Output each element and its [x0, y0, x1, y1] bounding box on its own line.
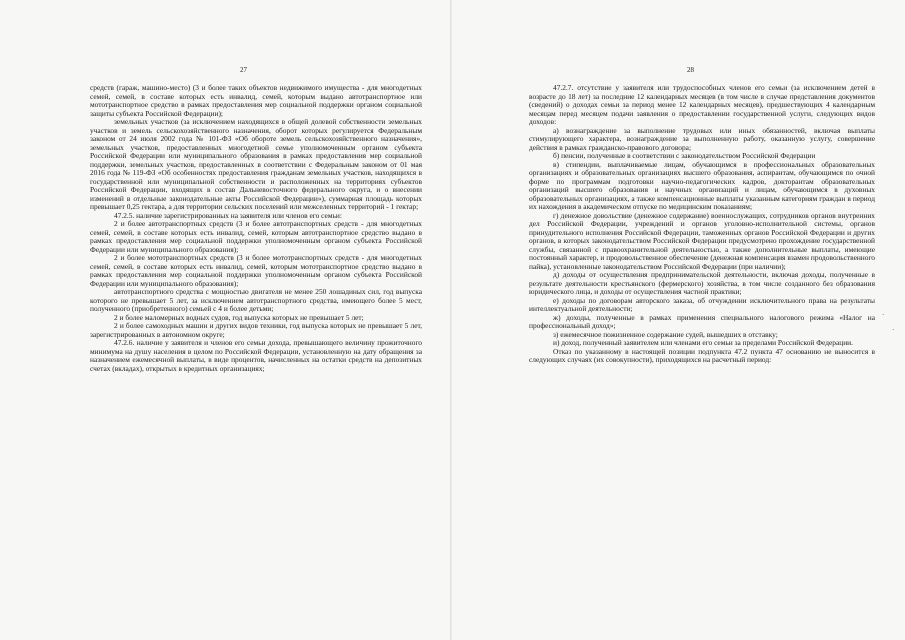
paragraph: средств (гараж, машино-место) (3 и более таких объектов недвижимого имущества - для многодетных семей, семей, в составе которых есть инвалид, семей, которым выдано автотранспортное или мототранспортное средство в рамках предоставления мер социальной поддержки органом социальной защиты субъекта Российской Федерации);: [90, 83, 422, 118]
scan-speck: ·: [892, 326, 895, 334]
paragraph: в) стипендии, выплачиваемые лицам, обучающимся в профессиональных образовательных организациях и образовательных организациях высшего образования, аспирантам, обучающимся по очной форме по программам подготовки научно-педагогических кадров, докторантам образовательных организаций высшего образования и научных организаций и лицам, обучающимся в духовных образовательных организациях, а также компенсационные выплаты указанным категориям граждан в период их нахождения в академическом отпуске по медицинским показаниям;: [529, 159, 875, 211]
paragraph: 2 и более мототранспортных средств (3 и более мототранспортных средств - для многодетных семей, семей, в составе которых есть инвалид, семей, которым мототранспортное средство выдано в рамках предоставления мер социальной поддержки уполномоченным органом субъекта Российской Федерации или муниципального образования);: [90, 253, 422, 288]
paragraph: е) доходы по договорам авторского заказа, об отчуждении исключительного права на результаты интеллектуальной деятельности;: [529, 295, 875, 313]
scan-speck: ·: [882, 311, 885, 319]
paragraph: г) денежное довольствие (денежное содержание) военнослужащих, сотрудников органов внутренних дел Российской Федерации, учреждений и органов уголовно-исполнительной системы, органов принудительного исполнения Российской Федерации, таможенных органов Российской Федерации и других органов, в которых законодательством Российской Федерации предусмотрено прохождение государственной службы, связанной с правоохранительной деятельностью, а также дополнительные выплаты, имеющие постоянный характер, и продовольственное обеспечение (денежная компенсация взамен продовольственного пайка), установленные законодательством Российской Федерации (при наличии);: [529, 210, 875, 271]
paragraph: 47.2.5. наличие зарегистрированных на заявителя или членов его семьи:: [114, 210, 342, 220]
paragraph: 2 и более самоходных машин и других видов техники, год выпуска которых не превышает 5 лет, зарегистрированных в автономном округе;: [90, 321, 422, 339]
paragraph: 2 и более маломерных водных судов, год выпуска которых не превышает 5 лет;: [114, 312, 364, 322]
paragraph: б) пенсии, полученные в соответствии с законодательством Российской Федерации: [553, 151, 816, 160]
paragraph: 47.2.6. наличие у заявителя и членов его семьи дохода, превышающего величину прожиточного минимума на душу населения в целом по Российской Федерации, установленную на дату обращения за назначением ежемесячной выплаты, в виде процентов, начисленных на остатки средств на депозитных счетах (вкладах), открытых в кредитных организациях;: [90, 338, 422, 373]
paragraph: а) вознаграждение за выполнение трудовых или иных обязанностей, включая выплаты стимулирующего характера, вознаграждение за выполненную работу, оказанную услугу, совершение действия в рамках гражданско-правового договора;: [529, 125, 875, 152]
left-page: [0, 0, 450, 640]
paragraph: автотранспортного средства с мощностью двигателя не менее 250 лошадиных сил, год выпуска которого не превышает 5 лет, за исключением автотранспортного средства, имеющего более 5 мест, полученного (приобретенного) семьей с 4 и более детьми;: [90, 287, 422, 313]
paragraph: Отказ по указанному в настоящей позиции подпункта 47.2 пункта 47 основанию не выносится в следующих случаях (их совокупности), приходящихся на расчетный период:: [529, 346, 875, 364]
paragraph: земельных участков (за исключением находящихся в общей долевой собственности земельных участков и земель сельскохозяйственного назначения, оборот которых регулируется Федеральным законом от 24 июля 2002 года № 101-ФЗ «Об обороте земель сельскохозяйственного назначения», земельных участков, предоставленных многодетной семье уполномоченным органом субъекта Российской Федерации или муниципального образования в рамках предоставления мер социальной поддержки, земельных участков, предоставленных в соответствии с Федеральным законом от 01 мая 2016 года № 119-ФЗ «Об особенностях предоставления гражданам земельных участков, находящихся в государственной или муниципальной собственности и расположенных на территориях субъектов Российской Федерации, входящих в состав Дальневосточного федерального округа, и о внесении изменений в отдельные законодательные акты Российской Федерации»), суммарная площадь которых превышает 0,25 гектара, а для территории сельских поселений или межселенных территорий - 1 гектар;: [90, 117, 422, 211]
paragraph: 2 и более автотранспортных средств (3 и более автотранспортных средств - для многодетных семей, семей, в составе которых есть инвалид, семей, которым автотранспортное средство выдано в рамках предоставления мер социальной поддержки уполномоченным органом субъекта Российской Федерации или муниципального образования);: [90, 219, 422, 254]
right-page: [452, 0, 905, 640]
paragraph: и) доход, полученный заявителем или членами его семьи за пределами Российской Федерации.: [553, 338, 853, 347]
page-number: 28: [687, 66, 694, 74]
page-body: [90, 84, 422, 373]
page-number: 27: [240, 66, 247, 74]
paragraph: з) ежемесячное пожизненное содержание судей, вышедших в отставку;: [553, 329, 778, 339]
paragraph: ж) доходы, полученные в рамках применения специального налогового режима «Налог на профессиональный доход»;: [529, 312, 875, 330]
page-body: [529, 84, 875, 365]
paragraph: д) доходы от осуществления предпринимательской деятельности, включая доходы, полученные в результате деятельности крестьянского (фермерского) хозяйства, в том числе созданного без образования юридического лица, и доходы от осуществления частной практики;: [529, 270, 875, 296]
paragraph: 47.2.7. отсутствие у заявителя или трудоспособных членов его семьи (за исключением детей в возрасте до 18 лет) за последние 12 календарных месяцев (в том числе в случае представления документов (сведений) о доходах семьи за период менее 12 календарных месяцев), предшествующих 4 календарным месяцам перед месяцем подачи заявления о предоставлении государственной услуги, следующих видов доходов:: [529, 83, 875, 126]
